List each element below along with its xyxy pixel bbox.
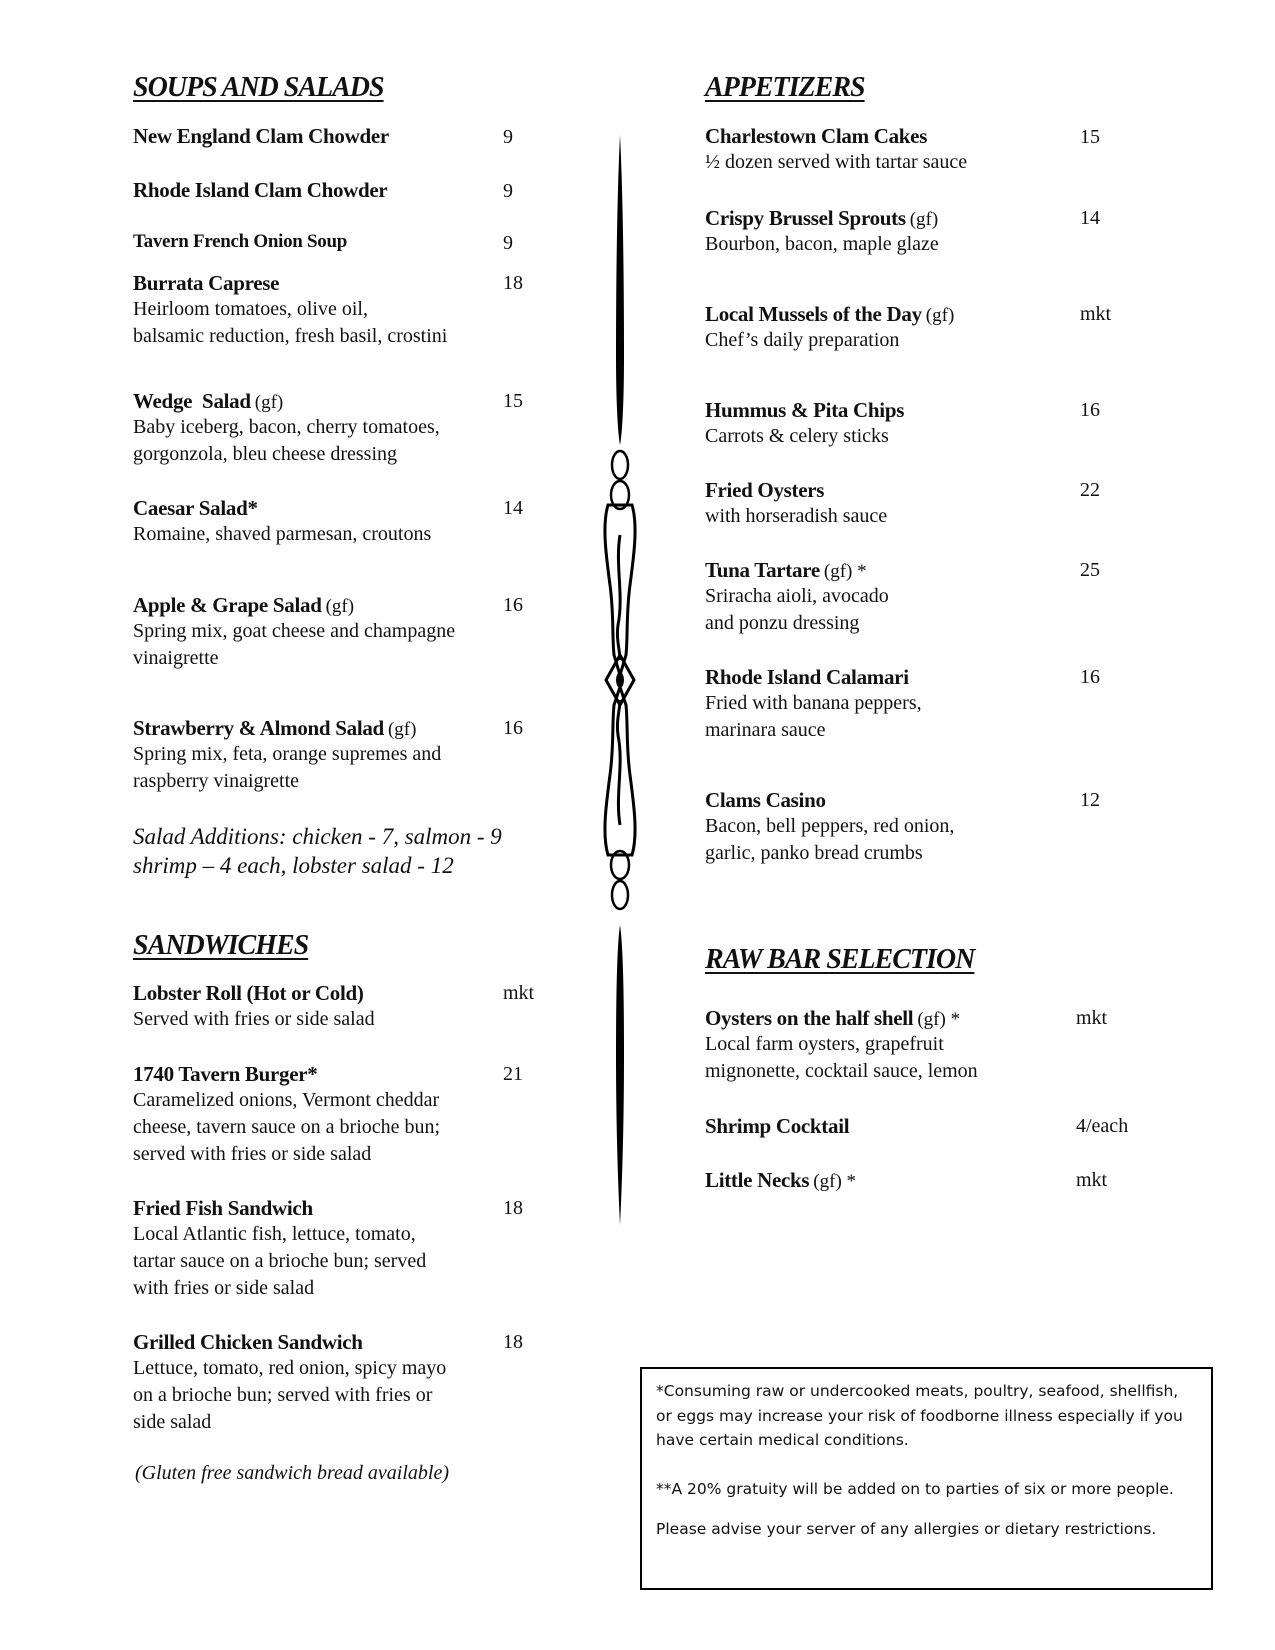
item-description: with horseradish sauce xyxy=(705,505,888,527)
item-price: mkt xyxy=(503,982,535,1004)
menu-item xyxy=(705,124,967,176)
item-price: 12 xyxy=(1080,789,1100,811)
item-description: Sriracha aioli, avocado xyxy=(705,585,889,607)
gluten-free-tag: (gf) xyxy=(925,305,955,326)
item-description: Lettuce, tomato, red onion, spicy mayo xyxy=(133,1357,447,1379)
menu-item xyxy=(705,302,954,354)
menu-item xyxy=(133,124,389,149)
item-name: Shrimp Cocktail xyxy=(705,1114,850,1138)
item-description: raspberry vinaigrette xyxy=(133,770,300,792)
section-heading-sandwiches: SANDWICHES xyxy=(133,930,309,961)
menu-item xyxy=(705,1168,856,1193)
item-description: on a brioche bun; served with fries or xyxy=(133,1384,433,1406)
gluten-free-tag: (gf) xyxy=(254,392,284,413)
item-name: Burrata Caprese xyxy=(133,271,280,295)
item-price: 4/each xyxy=(1076,1115,1129,1137)
ornamental-divider-icon xyxy=(600,135,640,1225)
menu-item xyxy=(133,1330,446,1436)
menu-item xyxy=(133,1196,426,1302)
item-price: 18 xyxy=(503,272,523,294)
item-name: Tavern French Onion Soup xyxy=(133,231,347,252)
item-description: Spring mix, goat cheese and champagne xyxy=(133,620,456,642)
item-price: 15 xyxy=(503,390,523,412)
item-name: Crispy Brussel Sprouts xyxy=(705,206,906,230)
item-name: Strawberry & Almond Salad xyxy=(133,716,384,740)
item-name: Charlestown Clam Cakes xyxy=(705,124,928,148)
item-description: vinaigrette xyxy=(133,647,219,669)
allergy-notice: Please advise your server of any allergies or dietary restrictions. xyxy=(656,1520,1157,1538)
item-description: Served with fries or side salad xyxy=(133,1008,375,1030)
menu-item xyxy=(705,558,889,637)
item-price: 18 xyxy=(503,1197,523,1219)
gluten-free-tag: (gf) * xyxy=(813,1171,857,1192)
item-price: 16 xyxy=(503,594,523,616)
menu-item xyxy=(705,665,922,744)
menu-item xyxy=(705,788,954,867)
item-description: served with fries or side salad xyxy=(133,1143,372,1165)
item-description: Local farm oysters, grapefruit xyxy=(705,1033,944,1055)
item-price: 9 xyxy=(503,180,513,202)
item-name: Oysters on the half shell xyxy=(705,1006,914,1030)
item-name: Hummus & Pita Chips xyxy=(705,398,905,422)
item-description: side salad xyxy=(133,1411,212,1433)
item-price: 15 xyxy=(1080,126,1100,148)
gluten-free-tag: (gf) xyxy=(387,719,417,740)
item-price: 25 xyxy=(1080,559,1100,581)
gluten-free-tag: (gf) xyxy=(325,596,355,617)
item-price: 16 xyxy=(503,717,523,739)
item-price: 14 xyxy=(503,497,523,519)
item-price: mkt xyxy=(1076,1007,1108,1029)
item-name: New England Clam Chowder xyxy=(133,124,389,148)
item-price: 22 xyxy=(1080,479,1100,501)
item-price: 16 xyxy=(1080,399,1100,421)
item-description: Spring mix, feta, orange supremes and xyxy=(133,743,442,765)
item-price: 14 xyxy=(1080,207,1100,229)
item-description: Caramelized onions, Vermont cheddar xyxy=(133,1089,440,1111)
item-price: 18 xyxy=(503,1331,523,1353)
menu-item xyxy=(705,1006,978,1085)
item-price: 21 xyxy=(503,1063,523,1085)
item-description: Heirloom tomatoes, olive oil, xyxy=(133,298,368,320)
item-name: Lobster Roll (Hot or Cold) xyxy=(133,981,364,1005)
item-name: Apple & Grape Salad xyxy=(133,593,322,617)
item-description: Baby iceberg, bacon, cherry tomatoes, xyxy=(133,416,440,438)
item-description: Romaine, shaved parmesan, croutons xyxy=(133,523,432,545)
item-description: with fries or side salad xyxy=(133,1277,315,1299)
gluten-free-tag: (gf) * xyxy=(823,561,867,582)
item-name: Little Necks xyxy=(705,1168,810,1192)
item-description: Chef’s daily preparation xyxy=(705,329,900,351)
gluten-free-tag: (gf) xyxy=(909,209,939,230)
item-description: Bourbon, bacon, maple glaze xyxy=(705,233,939,255)
item-name: Clams Casino xyxy=(705,788,826,812)
item-name: Rhode Island Calamari xyxy=(705,665,909,689)
item-description: tartar sauce on a brioche bun; served xyxy=(133,1250,427,1272)
item-description: ½ dozen served with tartar sauce xyxy=(705,151,968,173)
menu-item xyxy=(133,231,347,253)
raw-food-warning: *Consuming raw or undercooked meats, poultry, seafood, shellfish, or eggs may increase your risk of foodborne illness especially if you have certain medical conditions. xyxy=(656,1382,1183,1449)
notice-box xyxy=(640,1367,1213,1590)
item-price: 9 xyxy=(503,126,513,148)
item-name: Rhode Island Clam Chowder xyxy=(133,178,388,202)
menu-item xyxy=(133,593,455,672)
item-description: marinara sauce xyxy=(705,719,826,741)
item-description: gorgonzola, bleu cheese dressing xyxy=(133,443,397,465)
item-price: mkt xyxy=(1080,303,1112,325)
item-description: Local Atlantic fish, lettuce, tomato, xyxy=(133,1223,416,1245)
item-description: Bacon, bell peppers, red onion, xyxy=(705,815,955,837)
gluten-free-bread-note: (Gluten free sandwich bread available) xyxy=(135,1462,450,1484)
section-heading-appetizers: APPETIZERS xyxy=(705,72,865,103)
item-name: Fried Fish Sandwich xyxy=(133,1196,313,1220)
salad-additions-note xyxy=(133,822,502,880)
menu-item xyxy=(133,716,441,795)
item-description: Fried with banana peppers, xyxy=(705,692,922,714)
item-name: Grilled Chicken Sandwich xyxy=(133,1330,363,1354)
salad-additions-line: Salad Additions: chicken - 7, salmon - 9 xyxy=(133,824,502,849)
menu-item xyxy=(133,271,447,350)
menu-item xyxy=(133,389,440,468)
item-description: mignonette, cocktail sauce, lemon xyxy=(705,1060,978,1082)
item-description: balsamic reduction, fresh basil, crostini xyxy=(133,325,448,347)
menu-item xyxy=(133,178,387,203)
menu-item xyxy=(705,398,904,450)
item-description: garlic, panko bread crumbs xyxy=(705,842,923,864)
item-name: Wedge Salad xyxy=(133,389,251,413)
item-name: Fried Oysters xyxy=(705,478,825,502)
item-price: 16 xyxy=(1080,666,1100,688)
item-description: Carrots & celery sticks xyxy=(705,425,889,447)
section-heading-soups-and-salads: SOUPS AND SALADS xyxy=(133,72,384,103)
item-name: Tuna Tartare xyxy=(705,558,820,582)
menu-item xyxy=(133,496,431,548)
section-heading-raw-bar: RAW BAR SELECTION xyxy=(705,944,975,975)
item-price: mkt xyxy=(1076,1169,1108,1191)
menu-item xyxy=(705,478,887,530)
gluten-free-tag: (gf) * xyxy=(917,1009,961,1030)
menu-item xyxy=(705,1114,849,1139)
salad-additions-line: shrimp – 4 each, lobster salad - 12 xyxy=(133,853,454,878)
item-description: cheese, tavern sauce on a brioche bun; xyxy=(133,1116,441,1138)
item-name: 1740 Tavern Burger* xyxy=(133,1062,318,1086)
item-name: Local Mussels of the Day xyxy=(705,302,922,326)
gratuity-notice: **A 20% gratuity will be added on to parties of six or more people. xyxy=(656,1479,1174,1498)
item-description: and ponzu dressing xyxy=(705,612,860,634)
item-price: 9 xyxy=(503,232,513,254)
item-name: Caesar Salad* xyxy=(133,496,258,520)
menu-item xyxy=(133,981,375,1033)
menu-item xyxy=(705,206,939,258)
menu-item xyxy=(133,1062,440,1168)
